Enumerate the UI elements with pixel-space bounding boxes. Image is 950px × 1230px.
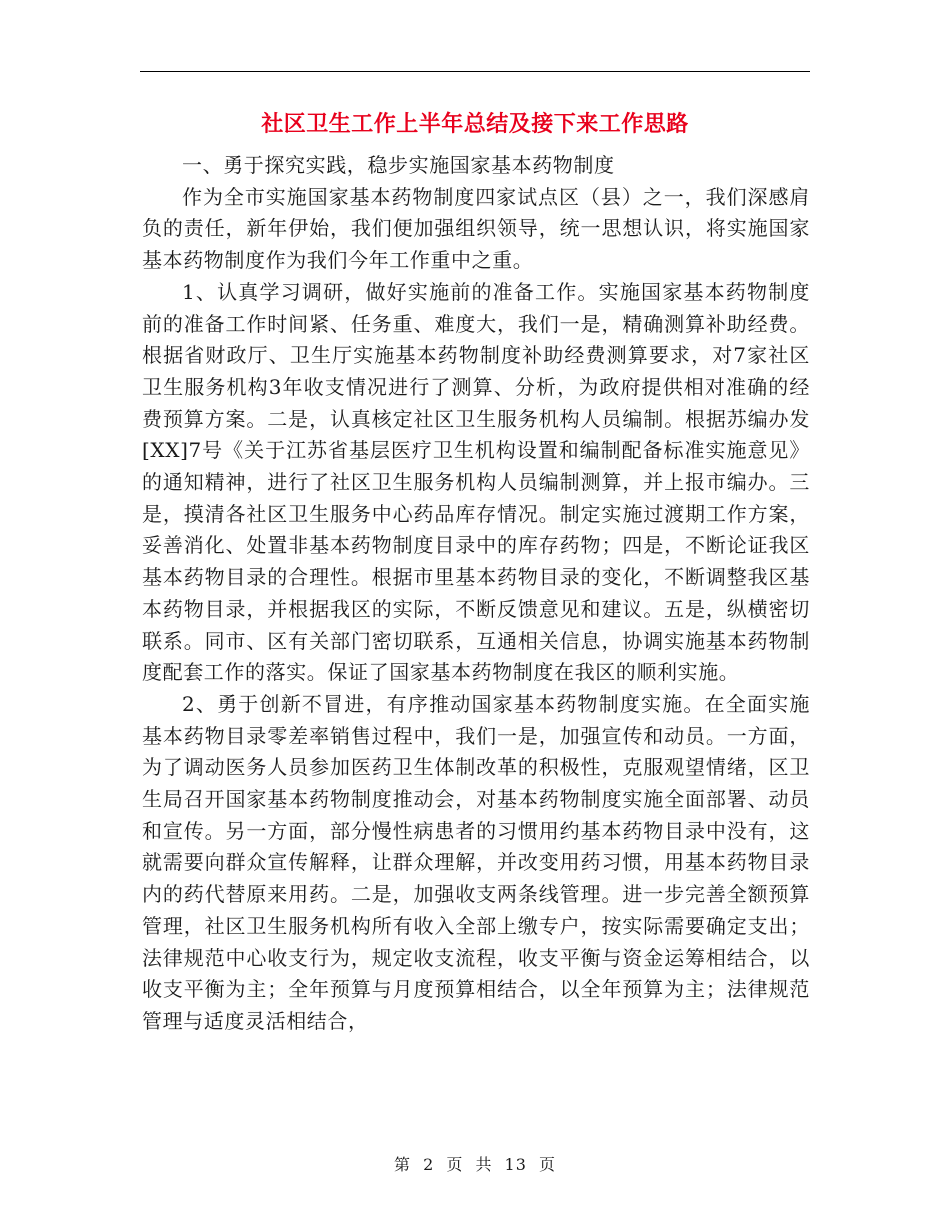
body-paragraph: 作为全市实施国家基本药物制度四家试点区（县）之一，我们深感肩负的责任，新年伊始，我们便加强组织领导，统一思想认识，将实施国家基本药物制度作为我们今年工作重中之重。 — [142, 184, 810, 273]
header-rule — [140, 71, 810, 72]
document-body — [142, 150, 810, 1038]
section-heading: 一、勇于探究实践，稳步实施国家基本药物制度 — [182, 153, 615, 177]
body-paragraph: 2、勇于创新不冒进，有序推动国家基本药物制度实施。在全面实施基本药物目录零差率销售过程中，我们一是，加强宣传和动员。一方面，为了调动医务人员参加医药卫生体制改革的积极性，克服观望情绪，区卫生局召开国家基本药物制度推动会，对基本药物制度实施全面部署、动员和宣传。另一方面，部分慢性病患者的习惯用约基本药物目录中没有，这就需要向群众宣传解释，让群众理解，并改变用药习惯，用基本药物目录内的药代替原来用药。二是，加强收支两条线管理。进一步完善全额预算管理，社区卫生服务机构所有收入全部上缴专户，按实际需要确定支出；法律规范中心收支行为，规定收支流程，收支平衡与资金运筹相结合，以收支平衡为主；全年预算与月度预算相结合，以全年预算为主；法律规范管理与适度灵活相结合， — [142, 691, 810, 1033]
body-paragraph: 1、认真学习调研，做好实施前的准备工作。实施国家基本药物制度前的准备工作时间紧、任务重、难度大，我们一是，精确测算补助经费。根据省财政厅、卫生厅实施基本药物制度补助经费测算要求，对7家社区卫生服务机构3年收支情况进行了测算、分析，为政府提供相对准确的经费预算方案。二是，认真核定社区卫生服务机构人员编制。根据苏编办发[XX]7号《关于江苏省基层医疗卫生机构设置和编制配备标准实施意见》的通知精神，进行了社区卫生服务机构人员编制测算，并上报市编办。三是，摸清各社区卫生服务中心药品库存情况。制定实施过渡期工作方案，妥善消化、处置非基本药物制度目录中的库存药物；四是，不断论证我区基本药物目录的合理性。根据市里基本药物目录的变化，不断调整我区基本药物目录，并根据我区的实际，不断反馈意见和建议。五是，纵横密切联系。同市、区有关部门密切联系，互通相关信息，协调实施基本药物制度配套工作的落实。保证了国家基本药物制度在我区的顺利实施。 — [142, 279, 810, 685]
document-title: 社区卫生工作上半年总结及接下来工作思路 — [261, 112, 689, 137]
page-number-footer: 第 2 页 共 13 页 — [394, 1155, 556, 1174]
